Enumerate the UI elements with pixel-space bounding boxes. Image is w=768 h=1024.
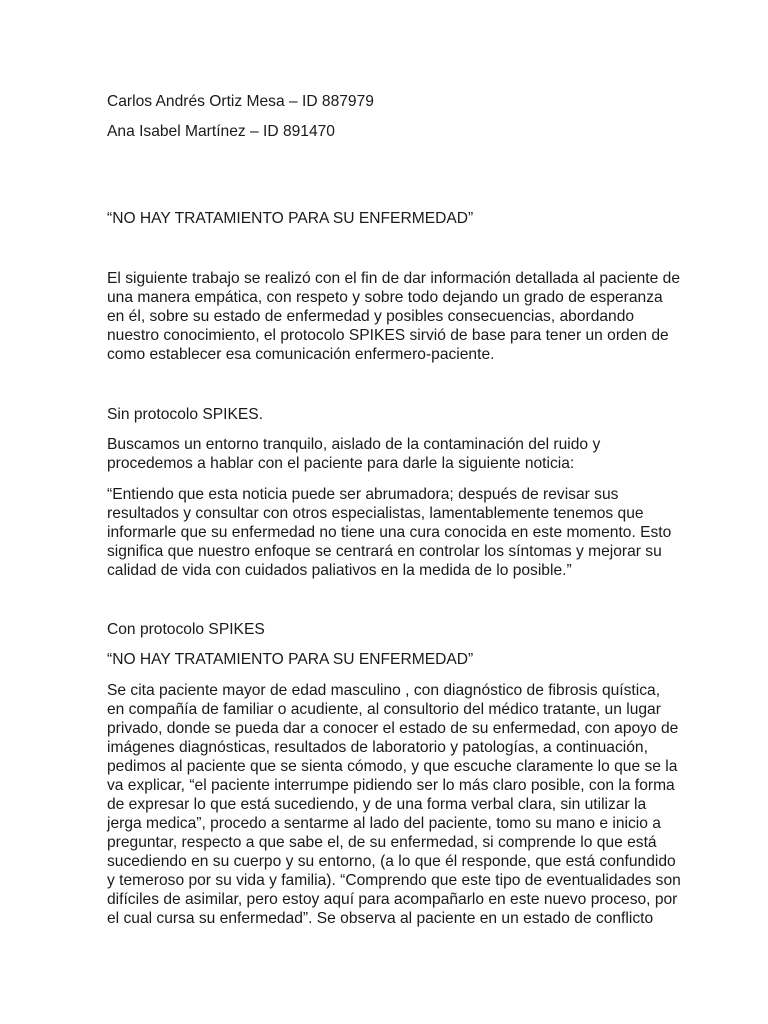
section2-line: en compañía de familiar o acudiente, al consultorio del médico tratante, un lugar xyxy=(107,701,661,718)
intro-line: nuestro conocimiento, el protocolo SPIKES sirvió de base para tener un orden de xyxy=(107,327,669,344)
author-line-2: Ana Isabel Martínez – ID 891470 xyxy=(107,123,335,140)
section2-paragraph xyxy=(107,681,681,928)
section2-line: privado, donde se pueda dar a conocer el estado de su enfermedad, con apoyo de xyxy=(107,720,679,737)
intro-line: como establecer esa comunicación enfermero-paciente. xyxy=(107,346,495,363)
section1-heading: Sin protocolo SPIKES. xyxy=(107,406,264,423)
section1-quote xyxy=(107,485,672,580)
quote-line: resultados y consultar con otros especialistas, lamentablemente tenemos que xyxy=(107,505,644,522)
section2-line: difíciles de asimilar, pero estoy aquí para acompañarlo en este nuevo proceso, por xyxy=(107,891,678,908)
section2-line: imágenes diagnósticas, resultados de laboratorio y patologías, a continuación, xyxy=(107,739,648,756)
section1-line: procedemos a hablar con el paciente para darle la siguiente noticia: xyxy=(107,455,575,472)
intro-line: una manera empática, con respeto y sobre todo dejando un grado de esperanza xyxy=(107,289,663,306)
intro-paragraph xyxy=(107,269,680,364)
section2-line: pedimos al paciente que se sienta cómodo, y que escuche claramente lo que se la xyxy=(107,758,678,775)
section2-heading: Con protocolo SPIKES xyxy=(107,621,265,638)
section2-line: y temeroso por su vida y familia). “Comprendo que este tipo de eventualidades son xyxy=(107,872,681,889)
section2-line: de expresar lo que está sucediendo, y de una forma verbal clara, sin utilizar la xyxy=(107,796,647,813)
quote-line: “Entiendo que esta noticia puede ser abrumadora; después de revisar sus xyxy=(107,486,619,503)
author-line-1: Carlos Andrés Ortiz Mesa – ID 887979 xyxy=(107,93,374,110)
section2-line: sucediendo en su cuerpo y su entorno, (a lo que él responde, que está confundido xyxy=(107,853,676,870)
section2-line: jerga medica”, procedo a sentarme al lado del paciente, tomo su mano e inicio a xyxy=(107,815,661,832)
intro-line: en él, sobre su estado de enfermedad y posibles consecuencias, abordando xyxy=(107,308,635,325)
section2-line: preguntar, respecto a que sabe el, de su enfermedad, si comprende lo que está xyxy=(107,834,657,851)
section2-title: “NO HAY TRATAMIENTO PARA SU ENFERMEDAD” xyxy=(107,651,474,668)
section1-paragraph-1 xyxy=(107,435,667,473)
quote-line: calidad de vida con cuidados paliativos en la medida de lo posible.” xyxy=(107,562,572,579)
quote-line: informarle que su enfermedad no tiene una cura conocida en este momento. Esto xyxy=(107,524,672,541)
section2-line: Se cita paciente mayor de edad masculino , con diagnóstico de fibrosis quística, xyxy=(107,682,661,699)
quote-line: significa que nuestro enfoque se centrará en controlar los síntomas y mejorar su xyxy=(107,543,662,560)
section2-line: va explicar, “el paciente interrumpe pidiendo ser lo más claro posible, con la forma xyxy=(107,777,675,794)
section2-line: el cual cursa su enfermedad”. Se observa al paciente en un estado de conflicto xyxy=(107,910,654,927)
intro-line: El siguiente trabajo se realizó con el fin de dar información detallada al paciente de xyxy=(107,270,680,287)
document-title: “NO HAY TRATAMIENTO PARA SU ENFERMEDAD” xyxy=(107,210,474,227)
section1-line: Buscamos un entorno tranquilo, aislado de la contaminación del ruido y xyxy=(107,436,601,453)
